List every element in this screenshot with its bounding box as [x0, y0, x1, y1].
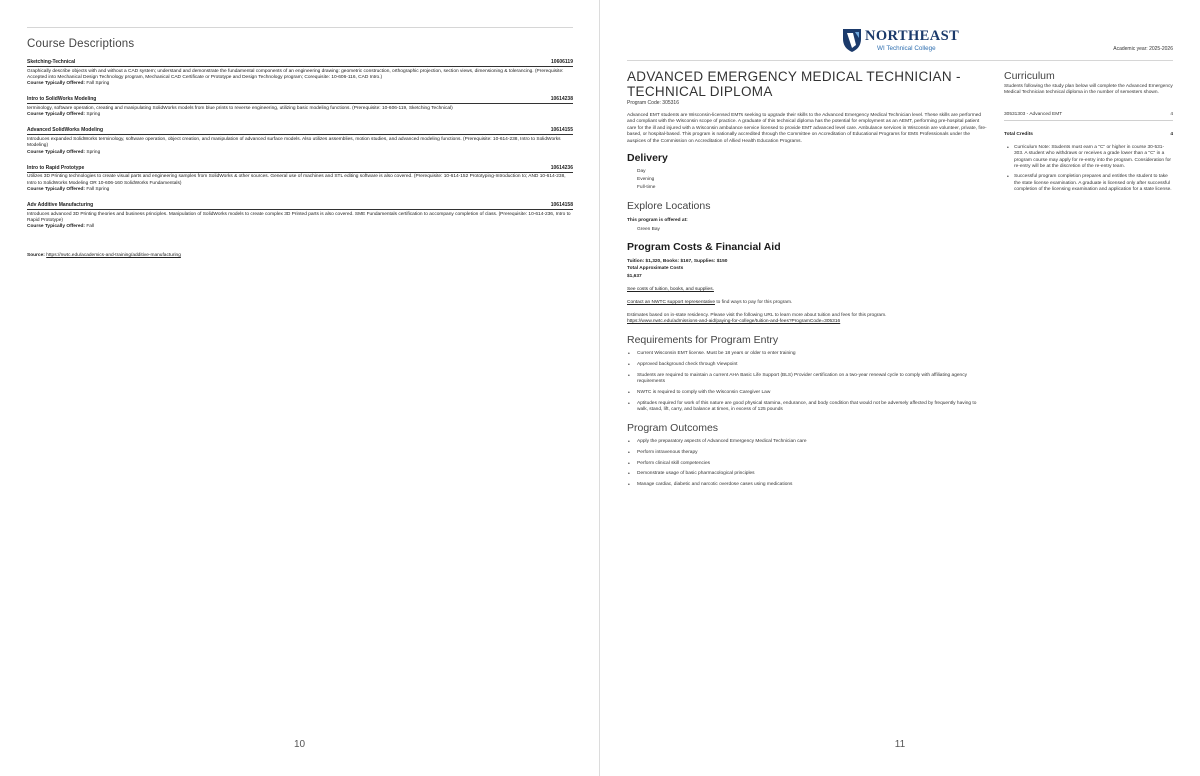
college-logo — [843, 27, 963, 57]
shield-logo-icon — [843, 27, 861, 53]
list-item: • Demonstrate usage of basic pharmacological principles — [627, 471, 987, 477]
course-credits: 4 — [1170, 111, 1173, 117]
course-description: Graphically describe objects with and without a CAD system; understand and demonstrate the fundamental components of an engineering drawing: geometric construction, orthographic projection, section views, dimensioning & tolerancing. (Prerequisite: Accepted into Mechanical Design Technology program, Mechanical CAD Certificate or Prototype and Design Technology program; Corequisite: 10-606-116, CAD Intro.) — [27, 68, 564, 80]
curriculum-notes — [1004, 145, 1173, 194]
list-item: • Students are required to maintain a current AHA Basic Life Support (BLS) Provider certification on a two-year renewal cycle to comply with affiliating agency requirements — [627, 373, 987, 386]
course-offered: Course Typically Offered: Spring — [27, 149, 101, 155]
delivery-heading: Delivery — [627, 152, 668, 165]
tuition-url-link[interactable]: https://www.nwtc.edu/admissions-and-aid/paying-for-college/tuition-and-fees?ProgramCode=305316 — [627, 319, 841, 325]
course-name: Intro to Rapid Prototype — [27, 164, 85, 171]
top-divider — [27, 27, 573, 28]
course-description: Introduces advanced 3D Printing theories and business principles. Manipulation of SolidWorks models to create complex 3D Printed parts is also covered. SME Fundamentals certification to accompany completion of class. (Prerequisite: 10-614-236, Intro to Rapid Prototype) — [27, 211, 571, 224]
course-item — [27, 165, 573, 193]
course-number: 10606119 — [551, 59, 573, 65]
support-link[interactable]: Contact an NWTC support representative — [627, 299, 715, 305]
page-number: 10 — [293, 739, 306, 750]
costs-summary: Tuition: $1,320, Books: $167, Supplies: $150 Total Approximate Costs $1,637 — [627, 259, 728, 279]
course-description: Utilizes 3D Printing technologies to create visual parts and engineering samples from SolidWorks & other sources. General use of machines and STL editing software is also covered. (Prerequisite: 10-614-152 Prototyping-Introduction to; AND 10-614-238, Intro to SolidWorks Modeling OR 10-606-160 SolidWorks Fundamentals) — [27, 174, 566, 186]
list-item: • Apply the preparatory aspects of Advanced Emergency Medical Technician care — [627, 439, 987, 445]
costs-link[interactable]: See costs of tuition, books, and supplies. — [627, 287, 714, 293]
requirements-list — [627, 351, 987, 414]
program-description: Advanced EMT students are Wisconsin-licensed EMTs seeking to upgrade their skills to the Advanced Emergency Medical Technician level. These skills are performed and compliant with the Wisconsin scope of practice. A graduate of this technical diploma has the potential for employment as an AEMT, performing pre-hospital patient care for the ill and injured with a Wisconsin ambulance service licensed to provide EMT advanced level care. Ambulance services in Wisconsin are volunteer, private, fire-based, or hospital-based. This program is nationally accredited through the Committee on Accreditation of Educational Programs for EMS Professionals under the auspices of the Commission on Accreditation of Allied Health Education Programs. — [627, 113, 987, 144]
list-item: • Perform clinical skill competencies — [627, 461, 987, 467]
list-item: • Manage cardiac, diabetic and narcotic overdose cases using medications — [627, 482, 987, 488]
total-credits-row: Total Credits 4 — [1004, 131, 1173, 137]
list-item: Full-time — [637, 185, 656, 191]
outcomes-heading: Program Outcomes — [627, 421, 719, 434]
curriculum-heading: Curriculum — [1004, 70, 1055, 82]
program-title: ADVANCED EMERGENCY MEDICAL TECHNICIAN - TECHNICAL DIPLOMA — [627, 69, 961, 99]
logo-name: NORTHEAST — [865, 28, 960, 44]
list-item: Day — [637, 169, 646, 175]
course-item — [27, 127, 573, 155]
academic-year: Academic year: 2025-2026 — [1113, 46, 1173, 52]
course-name: Intro to SolidWorks Modeling — [27, 96, 97, 103]
list-item: Evening — [637, 177, 655, 183]
course-offered: Course Typically Offered: Spring — [27, 112, 101, 118]
page-number: 11 — [894, 739, 906, 750]
course-description: Introduces expanded SolidWorks terminology, software operation, object creation, and manipulation of advanced surface models. Also utilizes assemblies, motion studies, and advanced modeling functions. (Prerequisite: 10-614-238, Intro to SolidWorks Modeling) — [27, 136, 561, 149]
course-name: Sketching-Technical — [27, 59, 76, 65]
course-item — [27, 96, 573, 118]
section-title: Course Descriptions — [27, 38, 135, 50]
list-item: • Aptitudes required for work of this nature are good physical stamina, endurance, and body condition that would not be adversely affected by frequently having to walk, stand, lift, carry, and balance at times, in excess of 125 pounds — [627, 401, 987, 414]
list-item: • Successful program completion prepares and entitles the student to take the state license examination. A graduate is licensed only after successful completion of the licensing examination and application for a state license. — [1004, 174, 1173, 193]
curriculum-column — [1004, 70, 1173, 198]
course-offered: Course Typically Offered: Fall Spring — [27, 81, 110, 87]
course-description: terminology, software operation, creating and manipulating SolidWorks models from blue prints to reverse engineering, utilizing basic modeling functions. (Prerequisite: 10-606-119, Sketching Technical) — [27, 105, 453, 111]
costs-heading: Program Costs & Financial Aid — [627, 241, 781, 254]
top-divider — [627, 60, 1173, 61]
course-name: Adv Additive Manufacturing — [27, 202, 94, 209]
program-code: Program Code: 305316 — [627, 100, 679, 106]
list-item: Green Bay — [637, 227, 660, 233]
course-number: 10614238 — [550, 96, 573, 103]
source-link[interactable]: https://nwtc.edu/academics-and-training/additive-manufacturing — [46, 252, 181, 258]
list-item: • Curriculum Note: Students must earn a "C" or higher in course 30-531-303. A student who withdraws or receives a grade lower than a "C" in a program course may apply for re-entry into the program. Consideration for re-entry will be at the discretion of the re-entry team. — [1004, 145, 1173, 171]
locations-heading: Explore Locations — [627, 200, 711, 213]
delivery-list — [627, 168, 987, 192]
course-label: 30531303 - Advanced EMT — [1004, 111, 1063, 117]
course-number: 10614155 — [550, 127, 573, 134]
course-number: 10614158 — [550, 202, 573, 209]
main-column: ADVANCED EMERGENCY MEDICAL TECHNICIAN - TECHNICAL DIPLOMA Program Code: 305316 Advanced EMT students are Wisconsin-licensed EMTs seeking to upgrade their skills to the Advanced Emergency Medical Technician level. These skills are performed and compliant with the Wisconsin scope of practice. A graduate of this technical diploma has the potential for employment as an AEMT, performing pre-hospital patient care for the ill and injured with a Wisconsin ambulance service licensed to provide EMT advanced level care. Ambulance services in Wisconsin are volunteer, private, fire-based, or hospital-based. This program is nationally accredited through the Committee on Accreditation of Educational Programs for EMS Professionals under the auspices of the Commission on Accreditation of Allied Health Education Programs. Delivery Day Evening Full-time Explore Locations This program is offered at: Green Bay Program Costs & Financial Aid Tuition: $1,320, Books: $167, Supplies: $150 Total Approximate Costs $1,637 See costs of tuition, books, and supplies. Contact an NWTC support representative to find ways to pay for this program. Estimates based on in-state residency. Please visit the following URL to learn more about tuition and fees for this program. https://www.nwtc.edu/admissions-and-aid/paying-for-college/tuition-and-fees?ProgramCode=305316 Requirements for Program Entry • Current Wisconsin EMT license. Must be 18 years or older to enter training • Approved background check through Viewpoint • Students are required to maintain a current AHA Basic Life Support (BLS) Provider certification on a two-year renewal cycle to comply with affiliating agency requirements • NWTC is required to comply with the Wisconsin Caregiver Law • Aptitudes required for work of this nature are good physical stamina, endurance, and body condition that would not be adversely affected by frequently having to walk, stand, lift, carry, and balance at times, in excess of 125 pounds Program Outcomes • Apply the preparatory aspects of Advanced Emergency Medical Technician care • Perform intravenous therapy • Perform clinical skill competencies • Demonstrate usage of basic pharmacological principles • Manage cardiac, diabetic and narcotic overdose cases using medications — [627, 70, 987, 493]
list-item: • NWTC is required to comply with the Wisconsin Caregiver Law — [627, 390, 987, 396]
requirements-heading: Requirements for Program Entry — [627, 333, 779, 346]
course-offered: Course Typically Offered: Fall Spring — [27, 186, 110, 192]
course-item — [27, 59, 573, 87]
page-right — [600, 0, 1200, 776]
curriculum-intro: Students following the study plan below will complete the Advanced Emergency Medical Technician technical diploma in the number of semesters shown. — [1004, 84, 1173, 96]
outcomes-list — [627, 439, 987, 489]
curriculum-course-row — [1004, 112, 1173, 121]
list-item: • Current Wisconsin EMT license. Must be 18 years or older to enter training — [627, 351, 987, 357]
left-content — [27, 27, 573, 258]
list-item: • Approved background check through Viewpoint — [627, 362, 987, 368]
locations-list — [627, 226, 987, 234]
course-item — [27, 202, 573, 230]
source-line: Source: https://nwtc.edu/academics-and-training/additive-manufacturing — [27, 252, 181, 258]
course-number: 10614236 — [550, 164, 573, 171]
list-item: • Perform intravenous therapy — [627, 450, 987, 456]
course-name: Advanced SolidWorks Modeling — [27, 127, 104, 134]
offered-at-label: This program is offered at: — [627, 218, 688, 224]
logo-subtitle: WI Technical College — [877, 45, 936, 52]
course-offered: Course Typically Offered: Fall — [27, 224, 95, 230]
estimate-text: Estimates based on in-state residency. Please visit the following URL to learn more about tuition and fees for this program. https://www.nwtc.edu/admissions-and-aid/paying-for-college/tuition-and-fees?ProgramCode=305316 — [627, 313, 887, 325]
